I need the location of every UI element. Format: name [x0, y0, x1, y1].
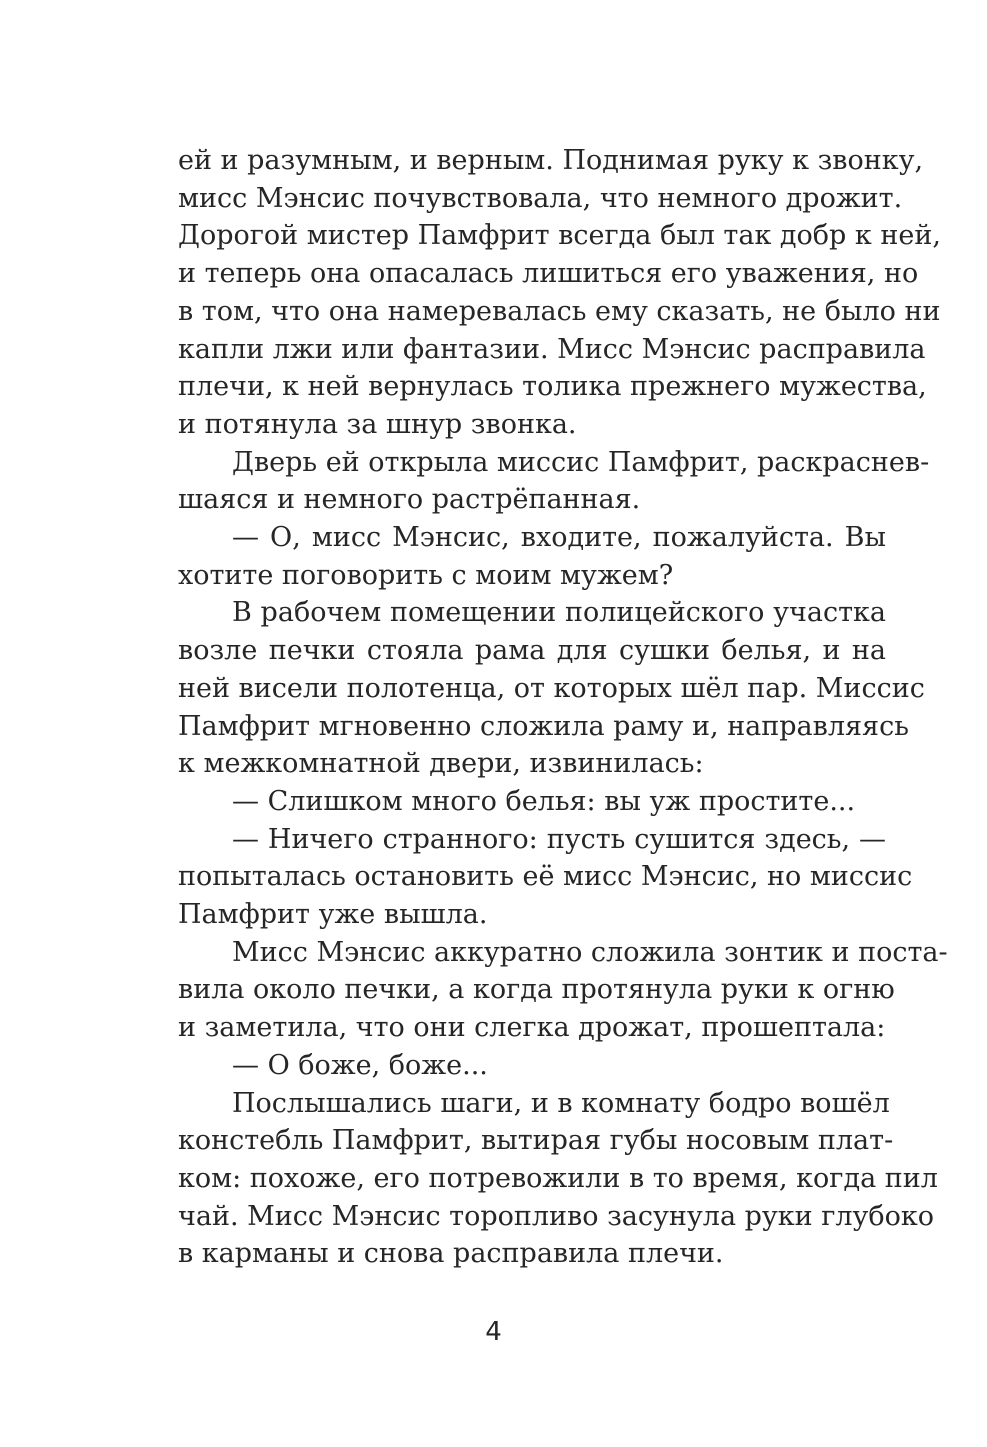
- text-line: к межкомнатной двери, извинилась:: [178, 748, 704, 780]
- text-line: Мисс Мэнсис аккуратно сложила зонтик и поста-: [232, 936, 948, 968]
- text-line: чай. Мисс Мэнсис торопливо засунула руки глубоко: [178, 1200, 935, 1232]
- paragraph: [178, 142, 941, 444]
- dialogue-paragraph: [178, 821, 913, 934]
- text-line: — О боже, боже...: [232, 1049, 488, 1081]
- text-line: и теперь она опасалась лишиться его уважения, но: [178, 258, 919, 290]
- text-line: попыталась остановить её мисс Мэнсис, но миссис: [178, 861, 913, 893]
- paragraph: [178, 594, 925, 783]
- text-line: констебль Памфрит, вытирая губы носовым плат-: [178, 1125, 894, 1157]
- paragraph: [178, 934, 948, 1047]
- text-line: плечи, к ней вернулась толика прежнего мужества,: [178, 371, 927, 403]
- text-line: ком: похоже, его потревожили в то время, когда пил: [178, 1162, 938, 1194]
- text-line: и заметила, что они слегка дрожат, прошептала:: [178, 1012, 886, 1044]
- text-line: в том, что она намеревалась ему сказать, не было ни: [178, 295, 941, 327]
- dialogue-paragraph: [178, 783, 886, 821]
- text-line: возле печки стояла рама для сушки белья, и на: [178, 635, 886, 667]
- page-body-text: [178, 142, 948, 1273]
- text-line: Памфрит мгновенно сложила раму и, направляясь: [178, 710, 909, 742]
- text-line: ей и разумным, и верным. Поднимая руку к звонку,: [178, 145, 924, 176]
- text-line: в карманы и снова расправила плечи.: [178, 1238, 724, 1270]
- text-line: и потянула за шнур звонка.: [178, 408, 577, 440]
- text-line: мисс Мэнсис почувствовала, что немного дрожит.: [178, 182, 903, 214]
- paragraph: [178, 1085, 938, 1274]
- text-line: Послышались шаги, и в комнату бодро вошёл: [232, 1087, 890, 1119]
- text-line: ней висели полотенца, от которых шёл пар. Миссис: [178, 672, 925, 704]
- text-line: — Ничего странного: пусть сушится здесь, —: [232, 823, 886, 855]
- dialogue-paragraph: [178, 1047, 886, 1085]
- text-line: хотите поговорить с моим мужем?: [178, 559, 674, 591]
- text-line: — Слишком много белья: вы уж простите...: [232, 785, 856, 817]
- paragraph: [178, 444, 930, 519]
- text-line: — О, мисс Мэнсис, входите, пожалуйста. Вы: [232, 522, 886, 554]
- page-number: 4: [485, 1317, 502, 1347]
- text-line: В рабочем помещении полицейского участка: [232, 597, 886, 629]
- text-line: Памфрит уже вышла.: [178, 899, 488, 931]
- text-line: Дверь ей открыла миссис Памфрит, раскраснев-: [232, 446, 930, 478]
- text-line: капли лжи или фантазии. Мисс Мэнсис расправила: [178, 333, 926, 365]
- dialogue-paragraph: [178, 519, 886, 594]
- text-line: вила около печки, а когда протянула руки к огню: [178, 974, 895, 1006]
- text-line: шаяся и немного растрёпанная.: [178, 484, 641, 516]
- text-line: Дорогой мистер Памфрит всегда был так добр к ней,: [178, 220, 941, 252]
